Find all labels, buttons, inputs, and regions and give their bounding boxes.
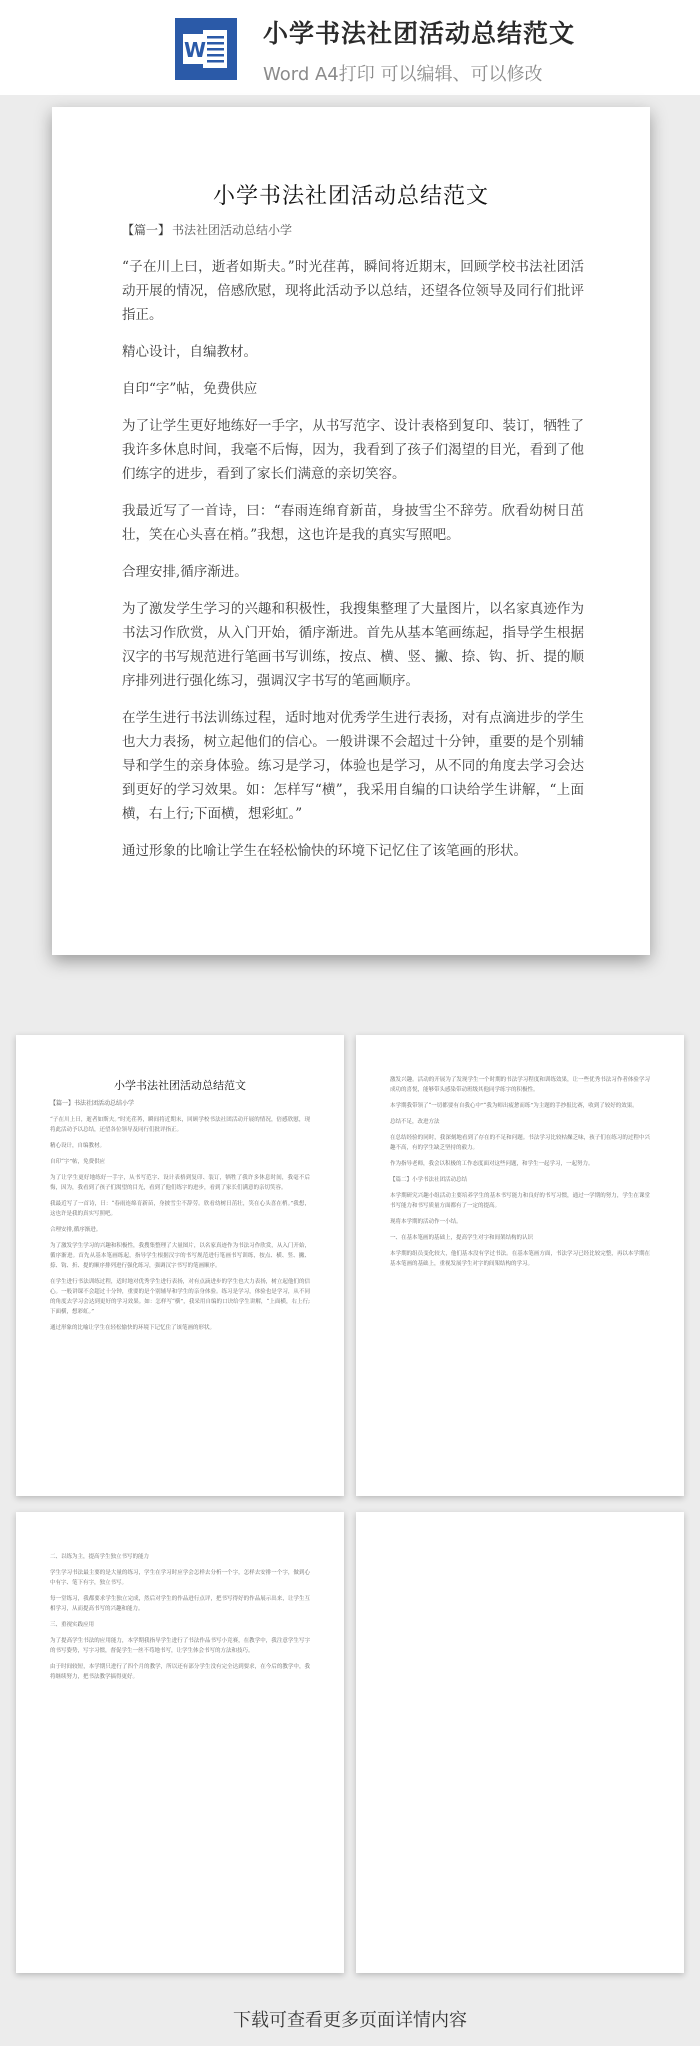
- thumbnail-paragraph: 精心设计，自编教材。: [50, 1143, 106, 1149]
- header-banner: [0, 0, 700, 95]
- word-icon-letter: W: [183, 38, 207, 62]
- thumbnail-paragraph: 我最近写了一首诗，曰：“春雨连绵育新苗，身披雪尘不辞劳。欣看幼树日茁壮，笑在心头喜在梢。”我想，这也许是我的真实写照吧。: [50, 1201, 310, 1217]
- paragraph: “子在川上曰，逝者如斯夫。”时光荏苒，瞬间将近期末，回顾学校书法社团活动开展的情况，倍感欣慰，现将此活动予以总结，还望各位领导及同行们批评指正。: [122, 259, 584, 323]
- thumbnail-paragraph: 总结不足，改进方法: [390, 1119, 440, 1125]
- banner-subtitle: Word A4打印 可以编辑、可以修改: [263, 64, 543, 85]
- thumbnail-paragraph: 激发兴趣。活动的开展为了发现学生一个时期的书法学习程度和训练效果，让一些优秀书法习作者体验学习成功的喜悦，能够带头感染带动班级其他同学练字的积极性。: [390, 1077, 650, 1093]
- thumbnail-paragraph: 合理安排,循序渐进。: [50, 1227, 102, 1233]
- thumbnail-tag: 【篇一】: [50, 1100, 75, 1107]
- thumbnail-paragraph: 本学期我带领了“一切都要有自我心中”“我为师出疲惫而练”为主题的手抄报比赛，收到了较好的效果。: [390, 1103, 638, 1109]
- thumbnail-paragraph: 在总结经验的同时，我深刻地看到了存在的不足和问题。书法学习比较枯燥乏味，孩子们在练习的过程中兴趣不高，有的学生缺乏坚持的毅力。: [390, 1135, 650, 1151]
- thumbnail-page-2[interactable]: [356, 1035, 684, 1496]
- thumbnail-paragraph: 本学期的组员变化较大，他们基本没有学过书法。在基本笔画方面，书法学习已经比较完整，再以本学期在基本笔画的基础上，重视发展学生对字的间架结构的学习。: [390, 1251, 650, 1267]
- thumbnail-page-4-blank[interactable]: [356, 1512, 684, 1973]
- document-body: [122, 255, 584, 876]
- thumbnail-paragraph: 本学期研究兴趣小组活动主要培养学生的基本书写能力和良好的书写习惯，通过一学期的努力，学生在课堂书写能力和书写质量方面都有了一定的提高。: [390, 1193, 650, 1209]
- thumbnail-paragraph: 三、重视实践应用: [50, 1622, 95, 1628]
- thumbnail-paragraph: 作为指导老师，我会以积极的工作态度面对这些问题，和学生一起学习，一起努力。: [390, 1161, 594, 1167]
- thumbnail-page-1[interactable]: [16, 1035, 344, 1496]
- paragraph: 为了让学生更好地练好一手字，从书写范字、设计表格到复印、装订，牺牲了我许多休息时间，我毫不后悔，因为，我看到了孩子们渴望的目光，看到了他们练字的进步，看到了家长们满意的亲切笑容。: [122, 418, 584, 482]
- thumbnail-paragraph: 【篇二】小学书法社团活动总结: [390, 1177, 468, 1183]
- thumbnail-body: [16, 1099, 344, 1333]
- thumbnail-paragraph: 为了激发学生学习的兴趣和积极性，我搜集整理了大量图片，以名家真迹作为书法习作欣赏，从入门开始，循序渐进。首先从基本笔画练起，指导学生根据汉字的书写规范进行笔画书写训练，按点、横、竖、撇、捺、钩、折、提的顺序排列进行强化练习，强调汉字书写的笔画顺序。: [50, 1243, 310, 1269]
- thumbnail-paragraph: 现将本学期的活动作一小结。: [390, 1219, 462, 1225]
- thumbnail-paragraph: 为了让学生更好地练好一手字，从书写范字、设计表格到复印、装订，牺牲了我许多休息时间，我毫不后悔，因为，我看到了孩子们渴望的目光，看到了他们练字的进步，看到了家长们满意的亲切笑容。: [50, 1175, 310, 1191]
- thumbnail-paragraph: 自印“字”帖，免费供应: [50, 1159, 106, 1165]
- thumbnail-paragraph: 学生学习书法最主要的是大量的练习，学生在学习时应学会怎样去分析一个字，怎样去安排一个字，做到心中有字、笔下有字，独立书写。: [50, 1570, 310, 1586]
- paragraph: 我最近写了一首诗，曰：“春雨连绵育新苗，身披雪尘不辞劳。欣看幼树日茁壮，笑在心头喜在梢。”我想，这也许是我的真实写照吧。: [122, 503, 584, 543]
- thumbnail-paragraph: 在学生进行书法训练过程，适时地对优秀学生进行表扬，对有点滴进步的学生也大力表扬，树立起他们的信心。一般讲课不会超过十分钟，重要的是个别辅导和学生的亲身体验。练习是学习，体验也是学习，从不同的角度去学习会达到更好的学习效果。如：怎样写“横”，我采用自编的口诀给学生讲解，“上面横，右上行;下面横，想彩虹。”: [50, 1279, 310, 1315]
- thumbnail-paragraph: 为了提高学生书法的应用能力，本学期我指导学生进行了书法作品书写小竞赛，在教学中，我注意学生写字的书写姿势，写字习惯，督促学生一丝不苟地书写，让学生体会书写的方法和技巧。: [50, 1638, 310, 1654]
- thumbnail-paragraph: 一、在基本笔画的基础上，提高学生对字和间架结构的认识: [390, 1235, 534, 1241]
- word-document-icon: [175, 18, 237, 80]
- thumbnail-paragraph: 由于时间较短，本学期只进行了四个月的教学，所以还有部分学生没有完全达到要求，在今后的教学中，我将继续努力，把书法教学搞得更好。: [50, 1664, 310, 1680]
- thumbnail-paragraph: 每一堂练习，我都要求学生独立完成，然后对学生的作品进行点评，把书写得好的作品展示出来，让学生互相学习，从而提高书写的兴趣和能力。: [50, 1596, 310, 1612]
- document-page-1-preview: [52, 107, 650, 955]
- paragraph: 通过形象的比喻让学生在轻松愉快的环境下记忆住了该笔画的形状。: [122, 843, 527, 859]
- section-heading: [122, 221, 292, 238]
- paragraph: 为了激发学生学习的兴趣和积极性，我搜集整理了大量图片，以名家真迹作为书法习作欣赏，从入门开始，循序渐进。首先从基本笔画练起，指导学生根据汉字的书写规范进行笔画书写训练，按点、横、竖、撇、捺、钩、折、提的顺序排列进行强化练习，强调汉字书写的笔画顺序。: [122, 601, 584, 689]
- section-tag: 【篇一】: [122, 223, 171, 237]
- thumbnail-body: [356, 1035, 684, 1269]
- thumbnail-title: 小学书法社团活动总结范文: [114, 1079, 246, 1092]
- section-heading-text: 书法社团活动总结小学: [172, 223, 293, 237]
- thumbnail-body: [16, 1512, 344, 1682]
- thumbnail-heading-text: 书法社团活动总结小学: [74, 1100, 135, 1107]
- thumbnail-page-3[interactable]: [16, 1512, 344, 1973]
- thumbnail-paragraph: 通过形象的比喻让学生在轻松愉快的环境下记忆住了该笔画的形状。: [50, 1325, 216, 1331]
- paragraph: 合理安排,循序渐进。: [122, 564, 248, 580]
- download-more-pages-text[interactable]: 下载可查看更多页面详情内容: [233, 2010, 467, 2031]
- paragraph: 精心设计，自编教材。: [122, 344, 257, 360]
- thumbnail-paragraph: 二、以练为主，提高学生独立书写的能力: [50, 1554, 150, 1560]
- paragraph: 在学生进行书法训练过程，适时地对优秀学生进行表扬，对有点滴进步的学生也大力表扬，树立起他们的信心。一般讲课不会超过十分钟，重要的是个别辅导和学生的亲身体验。练习是学习，体验也是学习，从不同的角度去学习会达到更好的学习效果。如：怎样写“横”，我采用自编的口诀给学生讲解，“上面横，右上行;下面横，想彩虹。”: [122, 710, 584, 822]
- thumbnail-paragraph: “子在川上曰，逝者如斯夫。”时光荏苒，瞬间将近期末，回顾学校书法社团活动开展的情况，倍感欣慰，现将此活动予以总结，还望各位领导及同行们批评指正。: [50, 1117, 310, 1133]
- thumbnail-heading: [50, 1099, 310, 1109]
- document-title: 小学书法社团活动总结范文: [212, 184, 489, 209]
- paragraph: 自印“字”帖，免费供应: [122, 381, 258, 397]
- banner-title: 小学书法社团活动总结范文: [263, 19, 576, 48]
